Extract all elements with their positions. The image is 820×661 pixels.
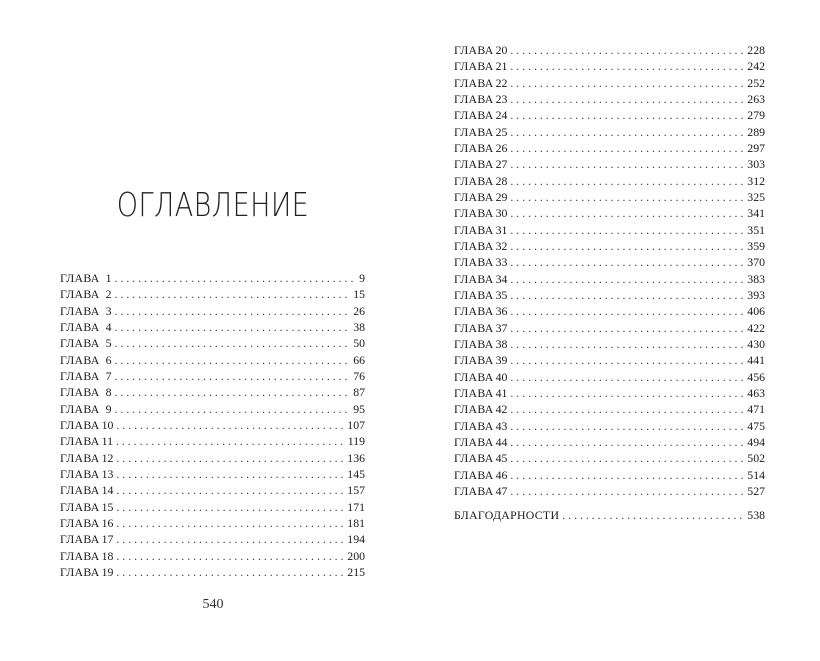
toc-entry-label: ГЛАВА (454, 451, 494, 466)
toc-entry (454, 91, 765, 107)
toc-leader-dots (115, 286, 351, 302)
toc-entry (454, 58, 765, 74)
toc-entry-chapter-number: 7 (105, 368, 112, 383)
toc-entry-page: 393 (747, 287, 765, 302)
toc-entry-label: ГЛАВА (60, 515, 100, 530)
toc-entry-page: 383 (747, 271, 765, 286)
toc-entry-label: ГЛАВА (60, 450, 100, 465)
toc-entry-label: ГЛАВА (60, 548, 100, 563)
toc-entry-label: ГЛАВА (454, 124, 494, 139)
toc-entry-chapter-number: 39 (495, 353, 508, 368)
toc-entry-page: 50 (353, 336, 365, 351)
toc-entry-chapter-number: 42 (495, 402, 508, 417)
toc-entry-chapter-number: 43 (495, 418, 508, 433)
toc-entry (60, 286, 365, 302)
toc-entry (454, 418, 765, 434)
toc-entry (60, 352, 365, 368)
toc-entry-acknowledgements (454, 507, 765, 523)
toc-entry (454, 107, 765, 123)
toc-entry-label: ГЛАВА (454, 75, 494, 90)
toc-entry-page: 87 (353, 385, 365, 400)
toc-entry (60, 515, 365, 531)
toc-leader-dots (510, 238, 744, 254)
toc-leader-dots (510, 385, 744, 401)
toc-leader-dots (510, 58, 744, 74)
toc-entry-label: ГЛАВА (454, 304, 494, 319)
toc-entry (60, 482, 365, 498)
toc-entry-page: 325 (747, 189, 765, 204)
toc-leader-dots (510, 467, 744, 483)
toc-entry-chapter-number: 9 (105, 401, 112, 416)
toc-entry-chapter-number: 27 (495, 157, 508, 172)
toc-entry-page: 494 (747, 434, 765, 449)
right-page (410, 0, 820, 661)
toc-entry-label: ГЛАВА (60, 483, 100, 498)
toc-entry-label: ГЛАВА (454, 173, 494, 188)
toc-entry (454, 385, 765, 401)
toc-entry-chapter-number: 32 (495, 238, 508, 253)
toc-entry (60, 564, 365, 580)
toc-list-left (60, 270, 365, 580)
toc-leader-dots (116, 515, 344, 531)
toc-leader-dots (510, 418, 744, 434)
toc-entry (454, 173, 765, 189)
toc-leader-dots (510, 140, 744, 156)
toc-entry-chapter-number: 26 (495, 140, 508, 155)
toc-entry-chapter-number: 23 (495, 91, 508, 106)
toc-entry-label: ГЛАВА (454, 271, 494, 286)
toc-entry-label: ГЛАВА (454, 336, 494, 351)
toc-entry-chapter-number: 18 (101, 548, 114, 563)
toc-entry-label: ГЛАВА (60, 368, 100, 383)
toc-entry-page: 15 (353, 287, 365, 302)
toc-entry-label: ГЛАВА (454, 206, 494, 221)
toc-entry-label: ГЛАВА (60, 466, 100, 481)
toc-leader-dots (510, 156, 744, 172)
toc-entry (60, 368, 365, 384)
toc-entry-page: 406 (747, 304, 765, 319)
toc-entry-label: ГЛАВА (454, 189, 494, 204)
toc-entry-chapter-number: 37 (495, 320, 508, 335)
toc-entry (454, 238, 765, 254)
toc-entry-chapter-number: 36 (495, 304, 508, 319)
toc-entry-label: ГЛАВА (454, 91, 494, 106)
toc-leader-dots (510, 369, 744, 385)
toc-leader-dots (116, 466, 344, 482)
toc-leader-dots (115, 352, 351, 368)
toc-entry-label: ГЛАВА (60, 532, 100, 547)
toc-list-right (454, 42, 765, 524)
toc-entry-chapter-number: 29 (495, 189, 508, 204)
toc-entry-chapter-number: 15 (101, 499, 114, 514)
toc-entry-page: 194 (347, 532, 365, 547)
toc-entry (60, 499, 365, 515)
toc-entry-page: 303 (747, 157, 765, 172)
toc-entry-label: ГЛАВА (60, 434, 100, 449)
toc-leader-dots (115, 401, 351, 417)
toc-entry-chapter-number: 47 (495, 483, 508, 498)
toc-leader-dots (510, 173, 744, 189)
toc-entry-page: 351 (747, 222, 765, 237)
toc-entry-label: ГЛАВА (60, 417, 100, 432)
toc-entry (60, 531, 365, 547)
toc-leader-dots (116, 499, 344, 515)
toc-entry (60, 303, 365, 319)
toc-leader-dots (510, 434, 744, 450)
toc-entry (454, 42, 765, 58)
toc-entry-chapter-number: 45 (495, 451, 508, 466)
toc-leader-dots (116, 548, 344, 564)
toc-entry-label: ГЛАВА (60, 336, 100, 351)
toc-leader-dots (116, 482, 344, 498)
toc-entry-page: 242 (747, 59, 765, 74)
toc-entry-label: ГЛАВА (454, 255, 494, 270)
toc-entry-label: ГЛАВА (60, 352, 100, 367)
toc-entry (454, 254, 765, 270)
toc-entry-page: 370 (747, 255, 765, 270)
toc-entry-label: ГЛАВА (454, 369, 494, 384)
toc-entry-chapter-number: 38 (495, 336, 508, 351)
toc-entry-page: 422 (747, 320, 765, 335)
toc-entry (60, 401, 365, 417)
toc-entry-page: 76 (353, 368, 365, 383)
toc-entry-label: БЛАГОДАРНОСТИ (454, 508, 560, 523)
toc-entry-label: ГЛАВА (454, 434, 494, 449)
toc-entry (454, 156, 765, 172)
toc-leader-dots (510, 42, 744, 58)
toc-entry-page: 527 (747, 483, 765, 498)
toc-entry (60, 417, 365, 433)
toc-leader-dots (115, 270, 357, 286)
toc-entry-chapter-number: 5 (105, 336, 112, 351)
toc-leader-dots (510, 483, 744, 499)
toc-entry-page: 157 (347, 483, 365, 498)
toc-entry-page: 297 (747, 140, 765, 155)
toc-entry-page: 538 (747, 508, 765, 523)
toc-entry (454, 205, 765, 221)
toc-entry (454, 401, 765, 417)
toc-entry (454, 450, 765, 466)
toc-entry (454, 467, 765, 483)
toc-entry-chapter-number: 33 (495, 255, 508, 270)
toc-entry-page: 9 (359, 271, 365, 285)
toc-entry (60, 548, 365, 564)
toc-leader-dots (115, 303, 351, 319)
toc-entry-chapter-number: 10 (101, 417, 114, 432)
toc-entry-label: ГЛАВА (60, 271, 100, 285)
toc-leader-dots (116, 433, 345, 449)
toc-entry-page: 200 (347, 548, 365, 563)
toc-entry-page: 463 (747, 385, 765, 400)
toc-entry-page: 430 (747, 336, 765, 351)
toc-leader-dots (510, 303, 744, 319)
toc-entry (60, 450, 365, 466)
toc-entry-label: ГЛАВА (454, 418, 494, 433)
toc-entry (60, 270, 365, 286)
toc-entry (454, 287, 765, 303)
toc-entry-chapter-number: 30 (495, 206, 508, 221)
toc-entry (454, 303, 765, 319)
toc-entry-page: 289 (747, 124, 765, 139)
toc-entry-page: 263 (747, 91, 765, 106)
toc-entry-chapter-number: 14 (101, 483, 114, 498)
toc-entry-page: 95 (353, 401, 365, 416)
toc-leader-dots (510, 124, 744, 140)
toc-entry-chapter-number: 44 (495, 434, 508, 449)
toc-entry (454, 434, 765, 450)
toc-entry-chapter-number: 17 (101, 532, 114, 547)
toc-entry-chapter-number: 28 (495, 173, 508, 188)
toc-entry-label: ГЛАВА (60, 303, 100, 318)
toc-entry-page: 359 (747, 238, 765, 253)
toc-entry (60, 466, 365, 482)
toc-entry-label: ГЛАВА (454, 467, 494, 482)
toc-entry-page: 456 (747, 369, 765, 384)
toc-entry-chapter-number: 8 (105, 385, 112, 400)
toc-entry-chapter-number: 4 (105, 319, 112, 334)
toc-entry-label: ГЛАВА (60, 564, 100, 579)
toc-entry-label: ГЛАВА (60, 319, 100, 334)
toc-entry-page: 312 (747, 173, 765, 188)
toc-entry-chapter-number: 22 (495, 75, 508, 90)
toc-leader-dots (116, 564, 344, 580)
toc-leader-dots (115, 319, 351, 335)
toc-entry-chapter-number: 31 (495, 222, 508, 237)
toc-entry-chapter-number: 20 (495, 43, 508, 57)
toc-entry-page: 145 (347, 466, 365, 481)
toc-entry-page: 26 (353, 303, 365, 318)
toc-entry-label: ГЛАВА (454, 140, 494, 155)
toc-leader-dots (510, 205, 744, 221)
toc-entry-chapter-number: 40 (495, 369, 508, 384)
toc-leader-dots (115, 335, 351, 351)
toc-entry (60, 433, 365, 449)
toc-leader-dots (510, 287, 744, 303)
toc-entry-page: 215 (347, 564, 365, 579)
toc-leader-dots (510, 222, 744, 238)
toc-entry-chapter-number: 12 (101, 450, 114, 465)
toc-leader-dots (510, 75, 744, 91)
toc-entry-page: 181 (347, 515, 365, 530)
toc-leader-dots (510, 352, 744, 368)
toc-entry-label: ГЛАВА (60, 499, 100, 514)
toc-entry (454, 124, 765, 140)
toc-leader-dots (116, 531, 344, 547)
toc-entry-chapter-number: 19 (101, 564, 114, 579)
toc-entry-page: 514 (747, 467, 765, 482)
toc-entry-chapter-number: 41 (495, 385, 508, 400)
toc-leader-dots (510, 107, 744, 123)
toc-leader-dots (510, 91, 744, 107)
toc-entry-page: 38 (353, 319, 365, 334)
toc-entry-chapter-number: 1 (105, 271, 112, 285)
toc-entry-label: ГЛАВА (454, 402, 494, 417)
toc-entry (454, 352, 765, 368)
toc-leader-dots (510, 254, 744, 270)
toc-entry (60, 319, 365, 335)
toc-entry-page: 171 (347, 499, 365, 514)
toc-entry-label: ГЛАВА (454, 353, 494, 368)
toc-entry-label: ГЛАВА (454, 43, 494, 57)
toc-entry-page: 471 (747, 402, 765, 417)
toc-entry-page: 502 (747, 451, 765, 466)
toc-entry (454, 369, 765, 385)
toc-entry (60, 335, 365, 351)
toc-entry-label: ГЛАВА (454, 385, 494, 400)
toc-leader-dots (510, 401, 744, 417)
toc-entry-page: 119 (347, 434, 365, 449)
toc-leader-dots (510, 450, 744, 466)
toc-entry-page: 252 (747, 75, 765, 90)
toc-entry-label: ГЛАВА (60, 385, 100, 400)
toc-entry-page: 441 (747, 353, 765, 368)
toc-entry (454, 222, 765, 238)
toc-leader-dots (116, 450, 344, 466)
toc-entry-chapter-number: 6 (105, 352, 112, 367)
toc-entry (454, 483, 765, 499)
toc-entry-page: 107 (347, 417, 365, 432)
toc-entry-label: ГЛАВА (454, 108, 494, 123)
toc-entry-chapter-number: 21 (495, 59, 508, 74)
toc-leader-dots (510, 189, 744, 205)
toc-entry-label: ГЛАВА (60, 401, 100, 416)
toc-leader-dots (510, 336, 744, 352)
toc-entry-chapter-number: 16 (101, 515, 114, 530)
toc-entry (454, 271, 765, 287)
toc-entry-chapter-number: 34 (495, 271, 508, 286)
toc-leader-dots (510, 320, 744, 336)
toc-entry-chapter-number: 25 (495, 124, 508, 139)
toc-entry-chapter-number: 2 (105, 287, 112, 302)
toc-entry-chapter-number: 11 (101, 434, 113, 449)
toc-leader-dots (510, 271, 744, 287)
toc-entry-label: ГЛАВА (60, 287, 100, 302)
toc-entry-page: 66 (353, 352, 365, 367)
toc-entry-chapter-number: 46 (495, 467, 508, 482)
toc-entry-page: 228 (747, 43, 765, 57)
toc-entry (454, 140, 765, 156)
toc-entry-label: ГЛАВА (454, 59, 494, 74)
toc-entry (454, 336, 765, 352)
toc-leader-dots (116, 417, 344, 433)
toc-entry-chapter-number: 13 (101, 466, 114, 481)
toc-entry (454, 75, 765, 91)
toc-entry-chapter-number: 24 (495, 108, 508, 123)
toc-entry (454, 189, 765, 205)
toc-leader-dots (562, 507, 744, 523)
toc-entry-chapter-number: 35 (495, 287, 508, 302)
toc-entry-label: ГЛАВА (454, 287, 494, 302)
toc-entry-label: ГЛАВА (454, 157, 494, 172)
toc-entry-page: 475 (747, 418, 765, 433)
toc-leader-dots (115, 368, 351, 384)
toc-entry-label: ГЛАВА (454, 222, 494, 237)
toc-leader-dots (115, 384, 351, 400)
toc-entry-page: 136 (347, 450, 365, 465)
toc-entry-label: ГЛАВА (454, 483, 494, 498)
page-number: 540 (202, 597, 224, 612)
toc-entry-page: 279 (747, 108, 765, 123)
toc-entry-chapter-number: 3 (105, 303, 112, 318)
page-title: ОГЛАВЛЕНИЕ (116, 185, 310, 224)
toc-entry-page: 341 (747, 206, 765, 221)
toc-entry-label: ГЛАВА (454, 238, 494, 253)
toc-entry (60, 384, 365, 400)
toc-entry-label: ГЛАВА (454, 320, 494, 335)
toc-entry (454, 320, 765, 336)
